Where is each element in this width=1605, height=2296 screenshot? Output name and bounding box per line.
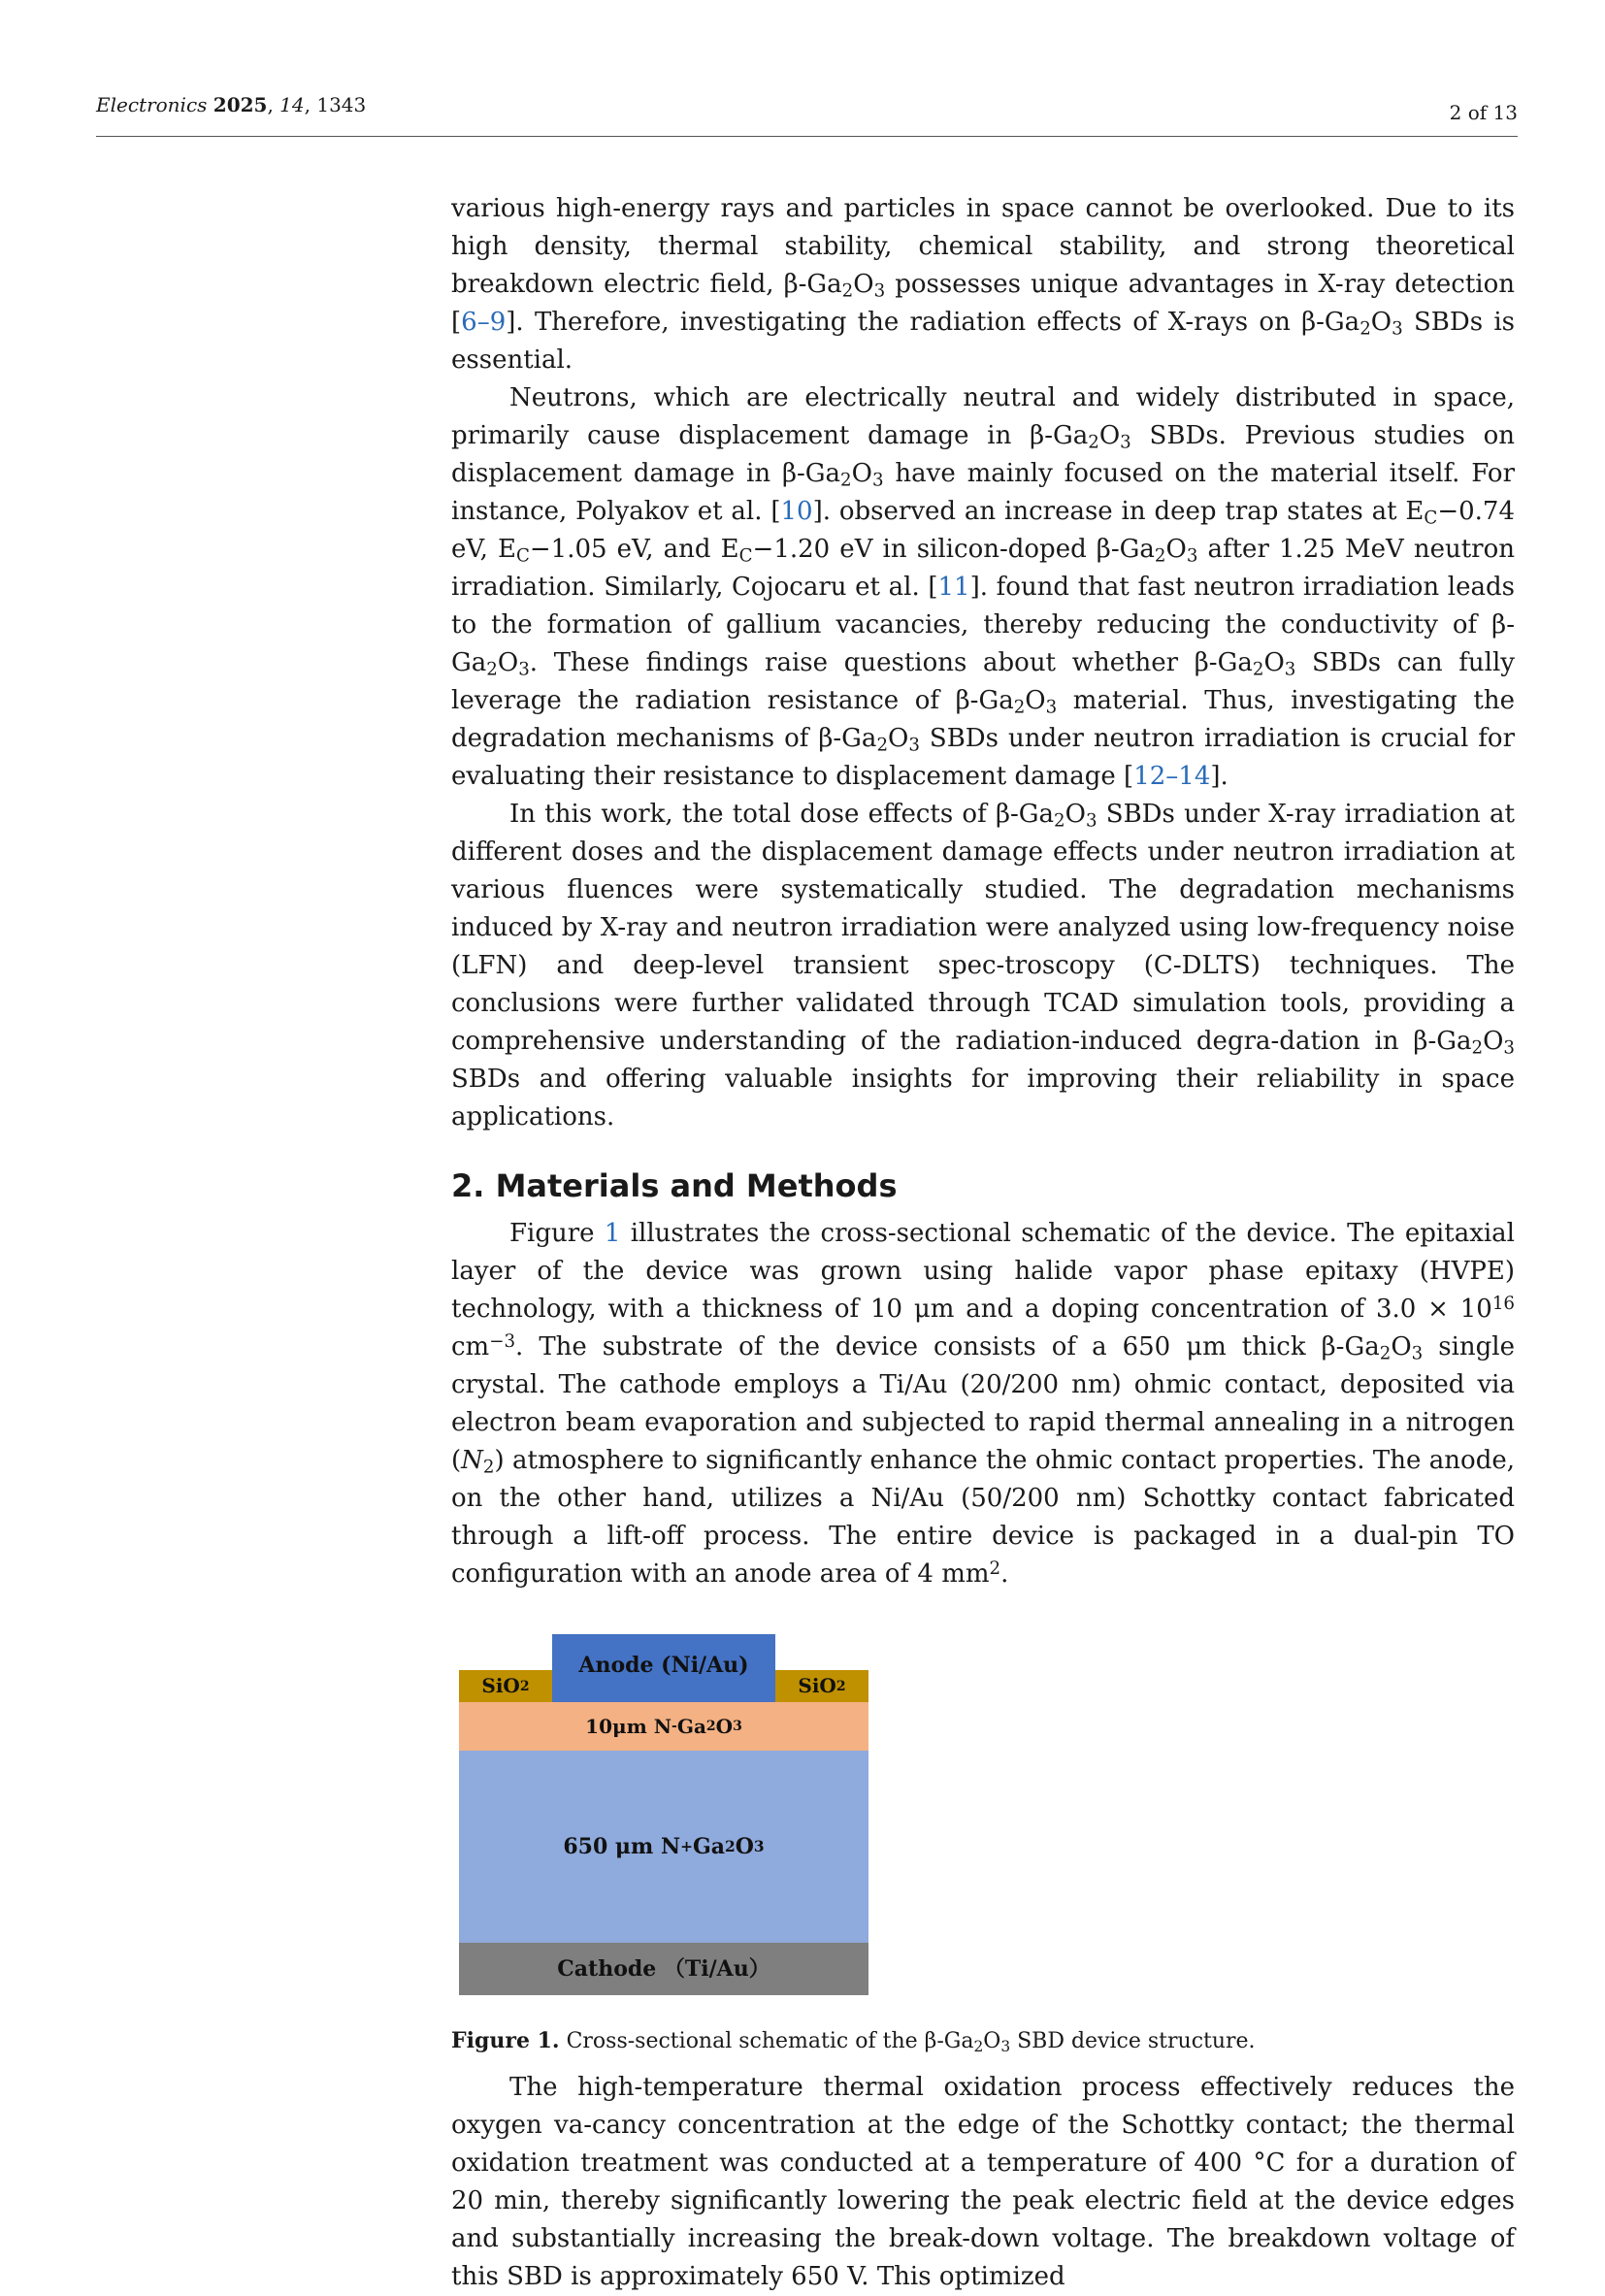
paragraph-2: Neutrons, which are electrically neutral and widely distributed in space, primarily cause displacement damage in $\beta-Ga_2O_3$ SBDs. Previous studies on displacement damage in $\beta-Ga_2O_3$ have mainly focused on the material itself. For instance, Polyakov et al. [10]. observed an increase in deep trap states at $E_C-0.74$ eV, $E_C-1.05$ eV, and $E_C-1.20$ eV in silicon-doped $\beta-Ga_2O_3$ after 1.25 MeV neutron irradiation. Similarly, Cojocaru et al. [11]. found that fast neutron irradiation leads to the formation of gallium vacancies, thereby reducing the conductivity of $\beta-Ga_2O_3$. These findings raise questions about whether $\beta-Ga_2O_3$ SBDs can fully leverage the radiation resistance of $\beta-Ga_2O_3$ material. Thus, investigating the degradation mechanisms of $\beta-Ga_2O_3$ SBDs under neutron irradiation is crucial for evaluating their resistance to displacement damage [12–14]. xyxy=(451,383,1516,791)
citation-link[interactable]: 6–9 xyxy=(461,308,507,337)
paragraph-4: Figure 1 illustrates the cross-sectional schematic of the device. The epitaxial layer of the device was grown using halide vapor phase epitaxy (HVPE) technology, with a thickness of 10 μm and a doping concentration of $3.0 \times 10^{16}$ $cm^{-3}$. The substrate of the device consists of a 650 μm thick $\beta-Ga_2O_3$ single crystal. The cathode employs a Ti/Au (20/200 nm) ohmic contact, deposited via electron beam evaporation and subjected to rapid thermal annealing in a nitrogen $(N_2)$ atmosphere to significantly enhance the ohmic contact properties. The anode, on the other hand, utilizes a Ni/Au (50/200 nm) Schottky contact fabricated through a lift-off process. The entire device is packaged in a dual-pin TO configuration with an anode area of 4 $mm^2$. xyxy=(451,1219,1515,1589)
citation-link[interactable]: 11 xyxy=(937,573,970,602)
sio2-left-layer: SiO 2 xyxy=(459,1670,552,1702)
paragraph-5: The high-temperature thermal oxidation process effectively reduces the oxygen va-cancy concentration at the edge of the Schottky contact; the thermal oxidation treatment was conducted at a temperature of 400 °C for a duration of 20 min, thereby significantly lowering the peak electric field at the device edges and substantially increasing the break-down voltage. The breakdown voltage of this SBD is approximately 650 V. This optimized xyxy=(451,2073,1515,2291)
journal-name: Electronics xyxy=(96,93,208,116)
journal-volume: 14 xyxy=(279,93,305,116)
section-title: 2. Materials and Methods xyxy=(451,1167,898,1204)
journal-year: 2025 xyxy=(213,93,268,116)
anode-layer: Anode (Ni/Au) xyxy=(552,1634,775,1704)
figure-link[interactable]: 1 xyxy=(604,1219,621,1248)
paragraph-3: In this work, the total dose effects of $\beta-Ga_2O_3$ SBDs under X-ray irradiation at different doses and the displacement damage effects under neutron irradiation at various fluences were systematically studied. The degradation mechanisms induced by X-ray and neutron irradiation were analyzed using low-frequency noise (LFN) and deep-level transient spec-troscopy (C-DLTS) techniques. The conclusions were further validated through TCAD simulation tools, providing a comprehensive understanding of the radiation-induced degra-dation in $\beta-Ga_2O_3$ SBDs and offering valuable insights for improving their reliability in space applications. xyxy=(451,800,1515,1132)
epitaxial-layer: 10μm N - Ga 2 O 3 xyxy=(459,1702,868,1751)
figure-caption: Figure 1. Cross-sectional schematic of the $\beta-Ga_2O_3$ SBD device structure. xyxy=(451,2028,1256,2055)
main-text xyxy=(451,190,1515,2296)
figure-1 xyxy=(451,1634,1515,2069)
page-number: 2 of 13 xyxy=(1449,101,1518,124)
page-header xyxy=(96,93,1518,137)
citation-link[interactable]: 12–14 xyxy=(1133,762,1211,791)
journal-citation: Electronics 2025, 14, 1343 xyxy=(96,93,367,116)
sio2-right-layer: SiO 2 xyxy=(775,1670,868,1702)
citation-link[interactable]: 10 xyxy=(780,497,813,526)
device-cross-section-diagram xyxy=(459,1634,868,2008)
substrate-layer: 650 μm N + Ga 2 O 3 xyxy=(459,1751,868,1943)
article-number: 1343 xyxy=(316,93,367,116)
paragraph-1: various high-energy rays and particles in space cannot be overlooked. Due to its high density, thermal stability, chemical stability, and strong theoretical breakdown electric field, $\beta-Ga_2O_3$ possesses unique advantages in X-ray detection [6–9]. Therefore, investigating the radiation effects of X-rays on $\beta-Ga_2O_3$ SBDs is essential. xyxy=(451,194,1515,375)
cathode-layer: Cathode （Ti/Au） xyxy=(459,1943,868,1995)
